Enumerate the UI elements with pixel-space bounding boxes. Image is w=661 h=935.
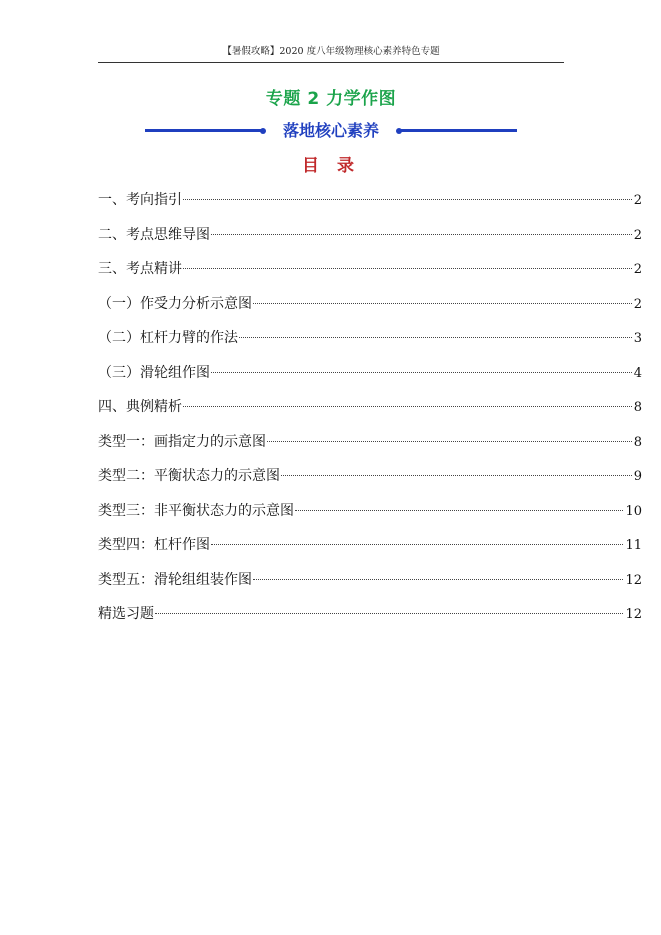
- section-banner: [145, 119, 517, 143]
- toc-entry-page: 3: [633, 331, 642, 346]
- toc-entry[interactable]: [98, 397, 642, 432]
- page-header: 【暑假攻略】2020 度八年级物理核心素养特色专题: [222, 46, 440, 57]
- toc-entry-title: （二）杠杆力臂的作法: [98, 330, 238, 346]
- toc-entry-page: 10: [625, 503, 642, 519]
- toc-leader-dots: [239, 337, 632, 338]
- toc-entry-title: 类型五：滑轮组组装作图: [98, 571, 252, 588]
- toc-entry-title: （三）滑轮组作图: [98, 364, 210, 381]
- toc-entry-title: 四、典例精析: [98, 399, 182, 415]
- toc-entry-page: 2: [633, 193, 642, 208]
- toc-entry-title: 类型三：非平衡状态力的示意图: [98, 502, 294, 519]
- toc-leader-dots: [183, 268, 632, 269]
- header-divider: [98, 62, 564, 63]
- toc-entry-title: （一）作受力分析示意图: [98, 295, 252, 312]
- toc-entry[interactable]: [98, 190, 642, 225]
- toc-entry-page: 11: [625, 538, 642, 553]
- toc-entry[interactable]: [98, 466, 642, 501]
- toc-entry-title: 类型四：杠杆作图: [98, 537, 210, 553]
- toc-entry-title: 二、考点思维导图: [98, 226, 210, 243]
- toc-leader-dots: [211, 544, 623, 545]
- toc-entry-page: 2: [633, 296, 642, 312]
- banner-label: 落地核心素养: [282, 121, 379, 140]
- toc-entry[interactable]: [98, 432, 642, 467]
- toc-leader-dots: [253, 579, 623, 580]
- toc-entry-page: 4: [633, 365, 642, 381]
- toc-heading: 目 录: [302, 156, 360, 176]
- toc-entry[interactable]: [98, 328, 642, 363]
- toc-leader-dots: [211, 234, 632, 235]
- toc-entry-page: 12: [625, 607, 642, 622]
- toc-leader-dots: [267, 441, 632, 442]
- toc-entry-page: 2: [633, 262, 642, 277]
- toc-entry-title: 类型一：画指定力的示意图: [98, 433, 266, 450]
- toc-entry-page: 12: [625, 572, 642, 588]
- toc-leader-dots: [155, 613, 623, 614]
- toc-leader-dots: [183, 406, 632, 407]
- toc-entry-page: 2: [633, 227, 642, 243]
- toc-leader-dots: [211, 372, 632, 373]
- table-of-contents: [98, 190, 642, 639]
- toc-entry-title: 三、考点精讲: [98, 261, 182, 277]
- toc-entry[interactable]: [98, 294, 642, 329]
- toc-entry-page: 8: [633, 400, 642, 415]
- toc-entry[interactable]: [98, 225, 642, 260]
- toc-entry-page: 8: [633, 434, 642, 450]
- toc-leader-dots: [183, 199, 632, 200]
- toc-entry-title: 一、考向指引: [98, 192, 182, 208]
- toc-entry[interactable]: [98, 604, 642, 639]
- toc-entry-page: 9: [633, 469, 642, 484]
- toc-entry[interactable]: [98, 570, 642, 605]
- toc-leader-dots: [281, 475, 632, 476]
- toc-entry[interactable]: [98, 363, 642, 398]
- toc-entry[interactable]: [98, 259, 642, 294]
- toc-leader-dots: [295, 510, 623, 511]
- toc-leader-dots: [253, 303, 632, 304]
- topic-title: 专题 2 力学作图: [265, 89, 397, 109]
- toc-entry[interactable]: [98, 535, 642, 570]
- banner-left-bar: [145, 129, 263, 132]
- toc-entry-title: 类型二：平衡状态力的示意图: [98, 468, 280, 484]
- toc-entry[interactable]: [98, 501, 642, 536]
- banner-right-bar: [399, 129, 517, 132]
- toc-entry-title: 精选习题: [98, 606, 154, 622]
